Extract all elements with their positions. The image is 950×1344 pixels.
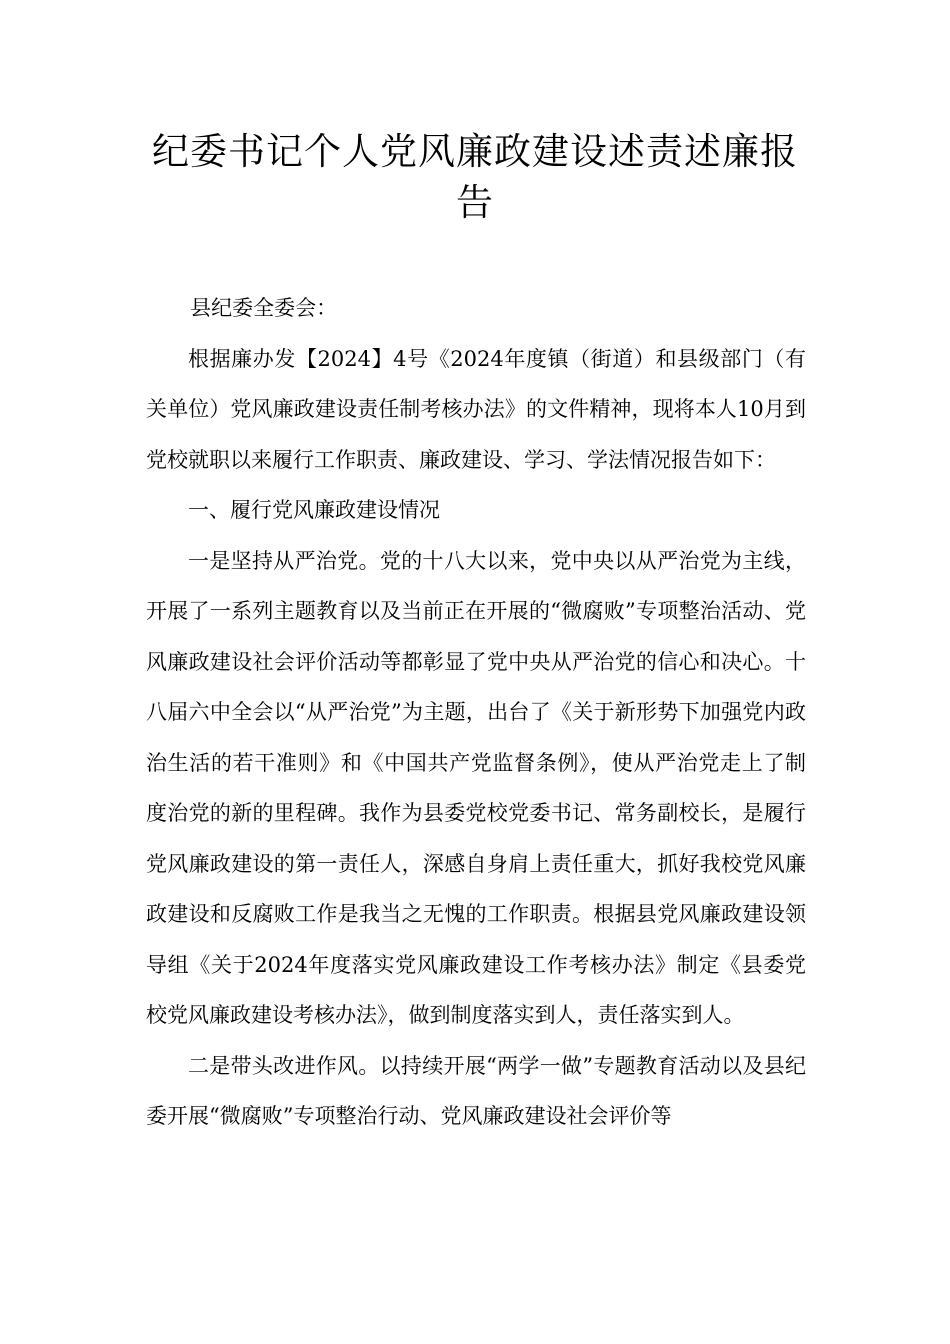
- document-title: 纪委书记个人党风廉政建设述责述廉报告: [152, 130, 798, 224]
- intro-paragraph: 根据廉办发【2024】4号《2024年度镇（街道）和县级部门（有关单位）党风廉政建设责任制考核办法》的文件精神，现将本人10月到党校就职以来履行工作职责、廉政建设、学习、学法情况报告如下：: [146, 346, 806, 472]
- body-paragraph: 二是带头改进作风。以持续开展“两学一做”专题教育活动以及县纪委开展“微腐败”专项整治行动、党风廉政建设社会评价等: [146, 1053, 806, 1128]
- document-body: [146, 283, 806, 1142]
- section-heading: 一、履行党风廉政建设情况: [188, 498, 440, 522]
- body-paragraph: 一是坚持从严治党。党的十八大以来，党中央以从严治党为主线，开展了一系列主题教育以及当前正在开展的“微腐败”专项整治活动、党风廉政建设社会评价活动等都彰显了党中央从严治党的信心和决心。十八届六中全会以“从严治党”为主题，出台了《关于新形势下加强党内政治生活的若干准则》和《中国共产党监督条例》，使从严治党走上了制度治党的新的里程碑。我作为县委党校党委书记、常务副校长，是履行党风廉政建设的第一责任人，深感自身肩上责任重大，抓好我校党风廉政建设和反腐败工作是我当之无愧的工作职责。根据县党风廉政建设领导组《关于2024年度落实党风廉政建设工作考核办法》制定《县委党校党风廉政建设考核办法》，做到制度落实到人，责任落实到人。: [146, 548, 806, 1027]
- addressee-line: 县纪委全委会：: [190, 296, 338, 320]
